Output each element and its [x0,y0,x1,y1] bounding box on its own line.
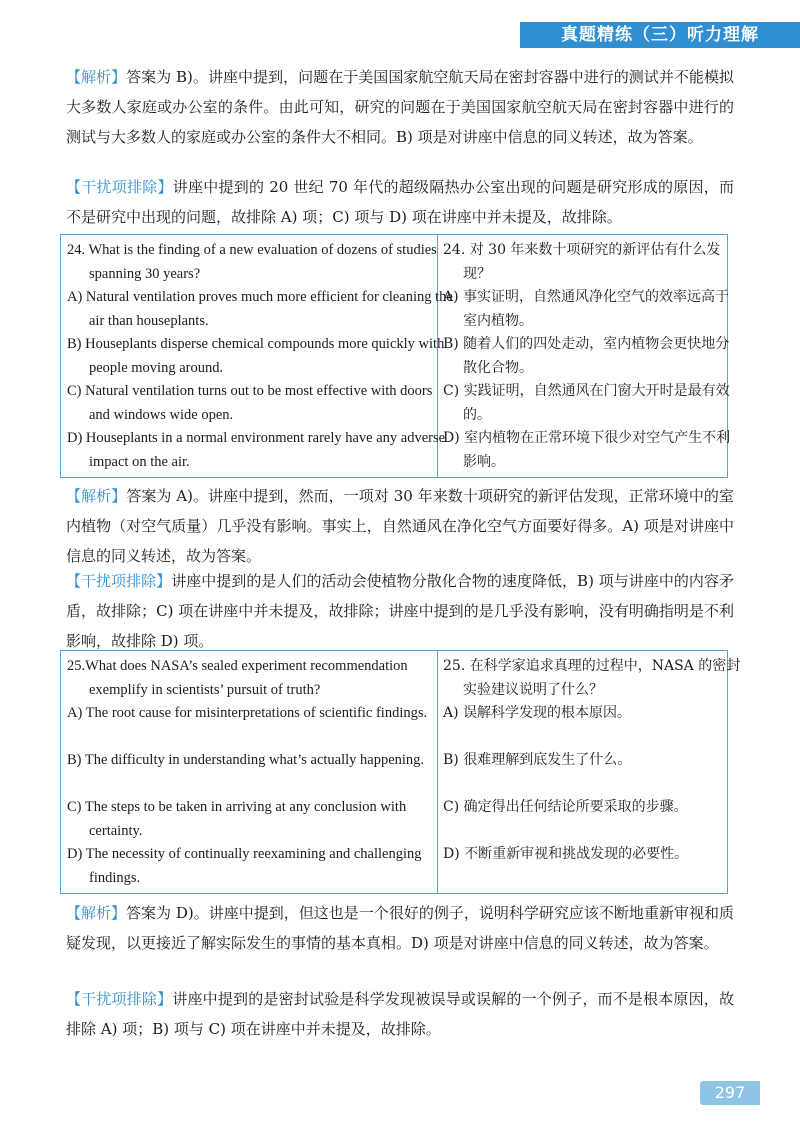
q25-en-option-d: D) The necessity of continually reexamining and challenging findings. [67,846,422,886]
distractor-text: 讲座中提到的是人们的活动会使植物分散化合物的速度降低，B) 项与讲座中的内容矛盾，故排除；C) 项在讲座中并未提及，故排除；讲座中提到的是几乎没有影响，没有明确指明是不利影响，故排除 D) 项。 [66,572,734,650]
q24-cn-stem: 24. 对 30 年来数十项研究的新评估有什么发现？ [443,242,721,282]
analysis-text: 答案为 D)。讲座中提到，但这也是一个很好的例子，说明科学研究应该不断地重新审视和质疑发现，以更接近了解实际发生的事情的基本真相。D) 项是对讲座中信息的同义转述，故为答案。 [66,904,734,952]
q24-en-option-c: C) Natural ventilation turns out to be most effective with doors and windows wide open. [67,383,433,423]
q24-en-option-a: A) Natural ventilation proves much more efficient for cleaning the air than houseplants. [67,289,453,329]
distractor-tag: 【干扰项排除】 [66,572,172,590]
q24-cn-option-d: D) 室内植物在正常环境下很少对空气产生不利影响。 [443,430,731,470]
q24-en-option-d: D) Houseplants in a normal environment rarely have any adverse impact on the air. [67,430,446,470]
q24-cn-option-b: B) 随着人们的四处走动，室内植物会更快地分散化合物。 [443,336,730,376]
section-header: 真题精练（三）听力理解 [520,22,800,48]
q24-cn-option-a: A) 事实证明，自然通风净化空气的效率远高于室内植物。 [443,289,730,329]
question-25-box [60,650,741,894]
q25-cn-option-d: D) 不断重新审视和挑战发现的必要性。 [443,846,689,862]
page-number: 297 [700,1081,760,1105]
q25-en-option-b: B) The difficulty in understanding what’s actually happening. [67,752,425,768]
q25-cn-option-c: C) 确定得出任何结论所要采取的步骤。 [443,799,688,815]
distractor-text: 讲座中提到的是密封试验是科学发现被误导或误解的一个例子，而不是根本原因，故排除 A) 项；B) 项与 C) 项在讲座中并未提及，故排除。 [66,990,734,1038]
distractor-24 [66,566,734,656]
analysis-23 [66,62,734,152]
analysis-text: 答案为 A)。讲座中提到，然而，一项对 30 年来数十项研究的新评估发现，正常环境中的室内植物（对空气质量）几乎没有影响。事实上，自然通风在净化空气方面要好得多。A) 项是对讲座中信息的同义转述，故为答案。 [66,487,734,565]
q25-en-stem: 25.What does NASA’s sealed experiment recommendation exemplify in scientists’ pursuit of truth? [67,658,408,698]
distractor-25 [66,984,734,1044]
q25-en-option-a: A) The root cause for misinterpretations of scientific findings. [67,705,428,721]
distractor-tag: 【干扰项排除】 [66,990,173,1008]
q25-en-option-c: C) The steps to be taken in arriving at any conclusion with certainty. [67,799,407,839]
analysis-text: 答案为 B)。讲座中提到，问题在于美国国家航空航天局在密封容器中进行的测试并不能模拟大多数人家庭或办公室的条件。由此可知，研究的问题在于美国国家航空航天局在密封容器中进行的测试与大多数人的家庭或办公室的条件大不相同。B) 项是对讲座中信息的同义转述，故为答案。 [66,68,734,146]
distractor-text: 讲座中提到的 20 世纪 70 年代的超级隔热办公室出现的问题是研究形成的原因，而不是研究中出现的问题，故排除 A) 项；C) 项与 D) 项在讲座中并未提及，故排除。 [66,178,734,226]
q24-en-stem: 24. What is the finding of a new evaluation of dozens of studies spanning 30 years? [67,242,437,282]
q24-cn-option-c: C) 实践证明，自然通风在门窗大开时是最有效的。 [443,383,730,423]
distractor-tag: 【干扰项排除】 [66,178,173,196]
analysis-tag: 【解析】 [66,487,127,505]
q25-cn-stem: 25. 在科学家追求真理的过程中，NASA 的密封实验建议说明了什么？ [443,658,741,698]
analysis-25 [66,898,734,958]
question-24-box [60,234,731,478]
analysis-tag: 【解析】 [66,68,127,86]
analysis-tag: 【解析】 [66,904,127,922]
distractor-23 [66,172,734,232]
analysis-24 [66,481,734,571]
q25-cn-option-a: A) 误解科学发现的根本原因。 [443,705,632,721]
q24-en-option-b: B) Houseplants disperse chemical compounds more quickly with people moving around. [67,336,445,376]
q25-cn-option-b: B) 很难理解到底发生了什么。 [443,752,632,768]
